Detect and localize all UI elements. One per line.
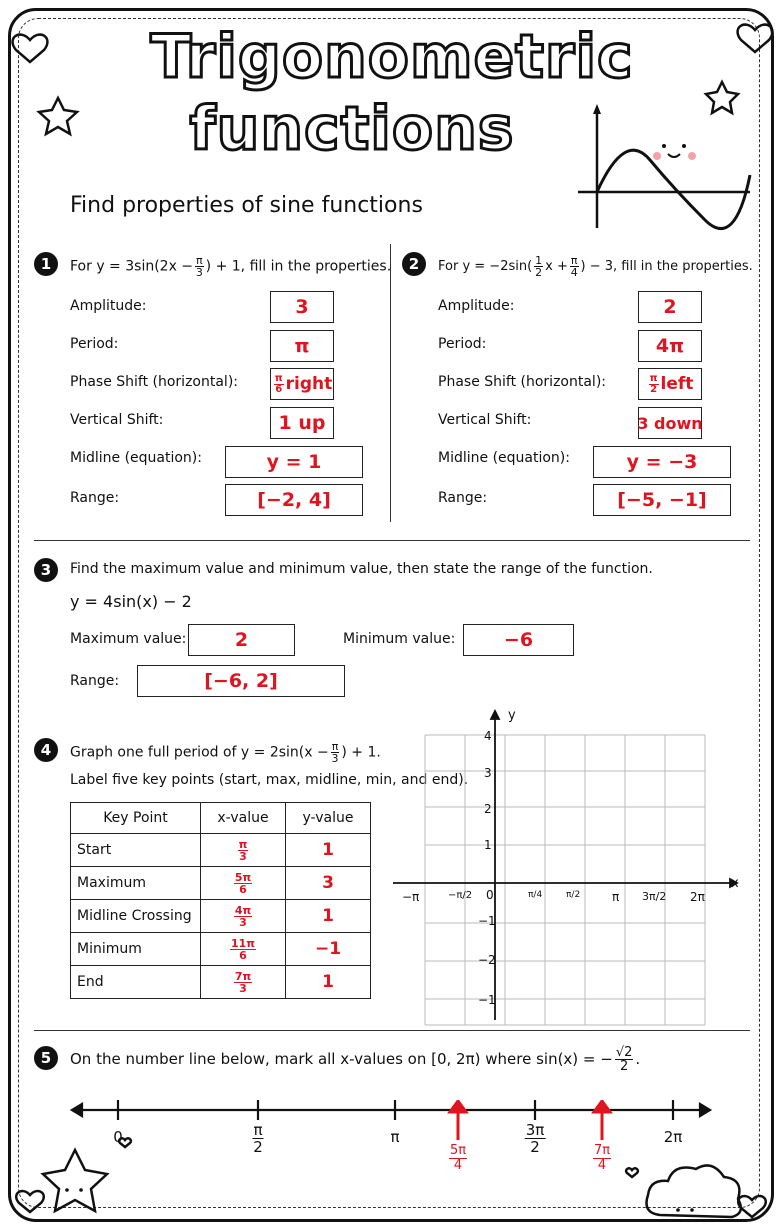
- q3-prompt: Find the maximum value and minimum value, then state the range of the function.: [70, 561, 653, 577]
- heart-icon: [738, 1196, 766, 1217]
- vertical-shift-label: Vertical Shift:: [70, 412, 164, 428]
- table-header: Key Point: [71, 803, 201, 834]
- phase-shift-label: Phase Shift (horizontal):: [438, 374, 606, 390]
- midline-answer-box[interactable]: y = −3: [593, 446, 731, 478]
- table-row: [71, 900, 371, 933]
- x-tick-label: π/2: [566, 890, 581, 900]
- q5-prompt: On the number line below, mark all x-values on [0, 2π) where sin(x) = − $\frac{√2}{2}$ .: [70, 1045, 641, 1074]
- q2-prompt: For y = −2sin( $\frac{1}{2}$ x + $\frac{\pi}{4}$ ) − 3, fill in the properties.: [438, 254, 753, 279]
- key-points-table: [70, 802, 371, 999]
- y-value-cell[interactable]: 1: [286, 834, 371, 867]
- y-tick-label: −2: [478, 953, 496, 967]
- amplitude-label: Amplitude:: [70, 298, 147, 314]
- x-value-cell[interactable]: $\frac{7\pi}{3}$: [201, 966, 286, 999]
- y-value-cell[interactable]: 1: [286, 966, 371, 999]
- y-axis-label: y: [508, 708, 516, 723]
- question-number: 1: [34, 252, 58, 276]
- answer-arrow-icon: [446, 1100, 470, 1142]
- heart-icon: [626, 1168, 638, 1177]
- number-line-label: $\frac{\pi}{2}$: [253, 1121, 263, 1156]
- y-value-cell[interactable]: 1: [286, 900, 371, 933]
- q1-prompt: For y = 3sin(2x − $\frac{\pi}{3}$ ) + 1, fill in the properties.: [70, 254, 392, 279]
- vertical-shift-answer-box[interactable]: 1 up: [270, 407, 334, 439]
- q4-prompt: Graph one full period of y = 2sin(x − $\frac{\pi}{3}$ ) + 1.: [70, 740, 381, 765]
- x-value-cell[interactable]: $\frac{4\pi}{3}$: [201, 900, 286, 933]
- y-tick-label: 1: [484, 838, 492, 852]
- title-line-2: functions: [189, 94, 515, 164]
- x-axis-label: x: [731, 876, 739, 891]
- min-value-answer-box[interactable]: −6: [463, 624, 574, 656]
- key-point-name: Start: [71, 834, 201, 867]
- key-point-name: Minimum: [71, 933, 201, 966]
- y-tick-label: 4: [484, 729, 492, 743]
- range-label: Range:: [70, 490, 120, 506]
- range-answer-box[interactable]: [−2, 4]: [225, 484, 363, 516]
- range-label: Range:: [438, 490, 488, 506]
- x-tick-label: −π/2: [448, 890, 473, 901]
- x-tick-label: π: [612, 890, 620, 904]
- x-tick-label: 2π: [690, 890, 705, 904]
- period-label: Period:: [438, 336, 487, 352]
- section-subtitle: Find properties of sine functions: [70, 193, 423, 218]
- range-label: Range:: [70, 673, 120, 689]
- heart-icon: [16, 1191, 44, 1212]
- y-tick-label: 3: [484, 766, 492, 780]
- phase-shift-label: Phase Shift (horizontal):: [70, 374, 238, 390]
- y-tick-label: −1: [478, 914, 496, 928]
- vertical-shift-label: Vertical Shift:: [438, 412, 532, 428]
- star-icon: [43, 1150, 107, 1211]
- range-answer-box[interactable]: [−6, 2]: [137, 665, 345, 697]
- key-point-name: End: [71, 966, 201, 999]
- x-tick-label: π/4: [528, 890, 543, 900]
- x-value-cell[interactable]: $\frac{11\pi}{6}$: [201, 933, 286, 966]
- period-answer-box[interactable]: 4π: [638, 330, 702, 362]
- title-line-1: Trigonometric: [150, 22, 634, 92]
- max-value-answer-box[interactable]: 2: [188, 624, 295, 656]
- max-value-label: Maximum value:: [70, 631, 187, 647]
- x-value-cell[interactable]: $\frac{5\pi}{6}$: [201, 867, 286, 900]
- cloud-icon: [647, 1165, 741, 1217]
- q3-equation: y = 4sin(x) − 2: [70, 592, 192, 611]
- table-row: [71, 966, 371, 999]
- section-divider: [34, 540, 750, 541]
- amplitude-answer-box[interactable]: 3: [270, 291, 334, 323]
- phase-shift-answer-box[interactable]: $\frac{\pi}{2}$ left: [638, 368, 702, 400]
- section-divider: [34, 1030, 750, 1031]
- y-tick-label: 2: [484, 802, 492, 816]
- x-tick-label: −π: [402, 890, 420, 904]
- key-point-name: Maximum: [71, 867, 201, 900]
- y-value-cell[interactable]: 3: [286, 867, 371, 900]
- table-row: [71, 867, 371, 900]
- x-tick-label: 3π/2: [642, 890, 667, 903]
- midline-label: Midline (equation):: [70, 450, 202, 466]
- x-tick-label: 0: [486, 888, 494, 902]
- answer-label: $\frac{5\pi}{4}$: [449, 1143, 467, 1173]
- amplitude-answer-box[interactable]: 2: [638, 291, 702, 323]
- y-value-cell[interactable]: −1: [286, 933, 371, 966]
- answer-arrow-icon: [590, 1100, 614, 1142]
- phase-shift-answer-box[interactable]: $\frac{\pi}{6}$ right: [270, 368, 334, 400]
- graph-grid[interactable]: [385, 705, 755, 1035]
- column-divider: [390, 244, 391, 522]
- table-header: x-value: [201, 803, 286, 834]
- number-line-label: 2π: [663, 1128, 683, 1146]
- question-number: 5: [34, 1046, 58, 1070]
- number-line-label: 0: [113, 1128, 123, 1146]
- number-line[interactable]: [70, 1098, 720, 1128]
- table-row: [71, 933, 371, 966]
- table-row: [71, 834, 371, 867]
- question-number: 4: [34, 738, 58, 762]
- period-answer-box[interactable]: π: [270, 330, 334, 362]
- range-answer-box[interactable]: [−5, −1]: [593, 484, 731, 516]
- midline-answer-box[interactable]: y = 1: [225, 446, 363, 478]
- y-tick-label: −1: [478, 993, 496, 1007]
- x-value-cell[interactable]: $\frac{\pi}{3}$: [201, 834, 286, 867]
- q4-instruction: Label five key points (start, max, midline, min, and end).: [70, 772, 469, 788]
- answer-label: $\frac{7\pi}{4}$: [593, 1143, 611, 1173]
- number-line-label: π: [390, 1128, 400, 1146]
- vertical-shift-answer-box[interactable]: 3 down: [638, 407, 702, 439]
- question-number: 3: [34, 558, 58, 582]
- number-line-label: $\frac{3\pi}{2}$: [525, 1121, 545, 1156]
- table-header: y-value: [286, 803, 371, 834]
- key-point-name: Midline Crossing: [71, 900, 201, 933]
- period-label: Period:: [70, 336, 119, 352]
- midline-label: Midline (equation):: [438, 450, 570, 466]
- amplitude-label: Amplitude:: [438, 298, 515, 314]
- question-number: 2: [402, 252, 426, 276]
- min-value-label: Minimum value:: [343, 631, 456, 647]
